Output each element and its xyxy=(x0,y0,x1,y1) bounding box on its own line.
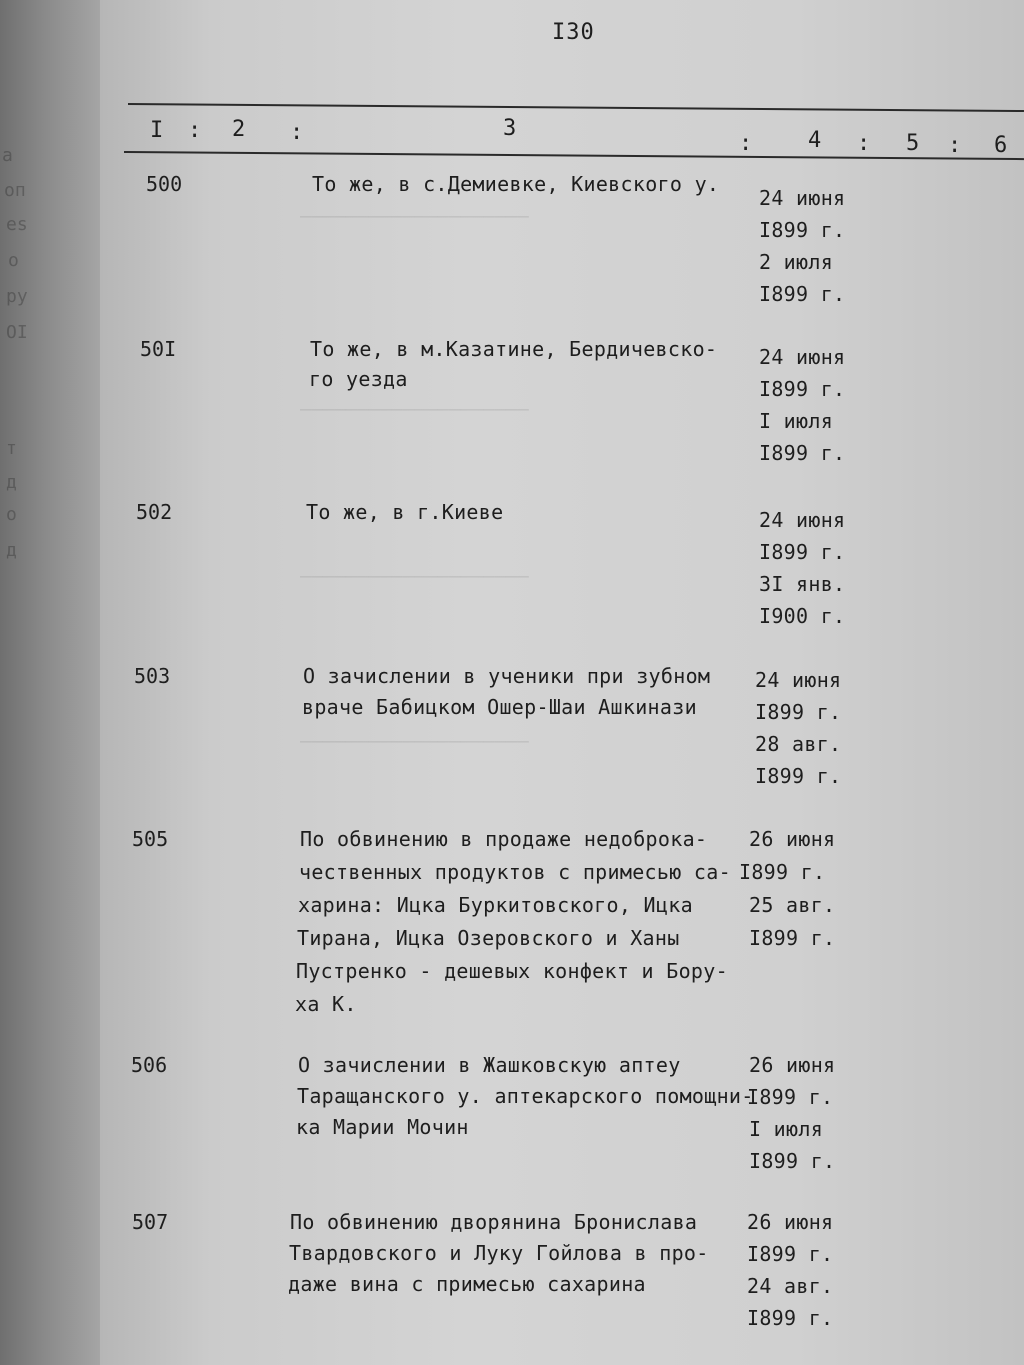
entry-date-line: 26 июня xyxy=(749,1053,836,1077)
bleed-through: ———————————————————— xyxy=(300,565,529,587)
entry-description-line: То же, в м.Казатине, Бердичевско- xyxy=(310,337,718,361)
entry-description-line: го уезда xyxy=(309,367,408,391)
entry-date-line: I899 г. xyxy=(747,1085,834,1109)
column-separator: : xyxy=(188,118,202,143)
column-separator: : xyxy=(857,131,871,156)
margin-mark: о xyxy=(6,504,17,525)
column-header-6: 6 xyxy=(994,133,1008,158)
entry-description-line: То же, в с.Демиевке, Киевского у. xyxy=(312,172,720,196)
entry-date-line: I899 г. xyxy=(759,282,846,306)
entry-description-line: По обвинению в продаже недоброка- xyxy=(300,827,708,851)
entry-number: 500 xyxy=(146,172,183,196)
entry-number: 50I xyxy=(140,337,177,361)
entry-date-line: 24 авг. xyxy=(747,1274,834,1298)
entry-date-line: I899 г. xyxy=(739,860,826,884)
entry-date-line: I899 г. xyxy=(747,1306,834,1330)
entry-description-line: Пустренко - дешевых конфект и Бору- xyxy=(296,959,728,983)
entry-date-line: I899 г. xyxy=(759,540,846,564)
bleed-through: ———————————————————— xyxy=(300,730,529,752)
entry-description-line: враче Бабицком Ошер-Шаи Ашкинази xyxy=(302,695,697,719)
entry-date-line: 25 авг. xyxy=(749,893,836,917)
entry-date-line: I900 г. xyxy=(759,604,846,628)
entry-date-line: I899 г. xyxy=(759,218,846,242)
column-header-1: I xyxy=(150,118,164,143)
margin-mark: т xyxy=(6,438,17,459)
margin-mark: OI xyxy=(6,322,28,343)
margin-mark: д xyxy=(6,472,17,493)
entry-description-line: О зачислении в Жашковскую аптеу xyxy=(298,1053,681,1077)
margin-mark: д xyxy=(6,540,17,561)
entry-date-line: I899 г. xyxy=(759,441,846,465)
entry-number: 507 xyxy=(132,1210,169,1234)
entry-date-line: I899 г. xyxy=(755,700,842,724)
entry-number: 503 xyxy=(134,664,171,688)
margin-mark: а xyxy=(2,145,13,166)
entry-description-line: харина: Ицка Буркитовского, Ицка xyxy=(298,893,693,917)
entry-date-line: 26 июня xyxy=(749,827,836,851)
margin-mark: es xyxy=(6,214,28,235)
column-header-2: 2 xyxy=(232,117,246,142)
entry-description-line: ха К. xyxy=(295,992,357,1016)
bleed-through: ———————————————————— xyxy=(300,398,529,420)
margin-mark: оп xyxy=(4,180,26,201)
margin-mark: ру xyxy=(6,286,28,307)
entry-date-line: I899 г. xyxy=(749,926,836,950)
entry-description-line: Твардовского и Луку Гойлова в про- xyxy=(289,1241,709,1265)
column-separator: : xyxy=(739,131,753,156)
entry-description-line: чественных продуктов с примесью са- xyxy=(299,860,731,884)
entry-date-line: 24 июня xyxy=(759,345,846,369)
column-header-5: 5 xyxy=(906,131,920,156)
entry-description-line: По обвинению дворянина Бронислава xyxy=(290,1210,698,1234)
column-separator: : xyxy=(948,133,962,158)
entry-date-line: 3I янв. xyxy=(759,572,846,596)
entry-date-line: 24 июня xyxy=(755,668,842,692)
entry-date-line: I899 г. xyxy=(755,764,842,788)
margin-mark: о xyxy=(8,250,19,271)
entry-date-line: 2 июля xyxy=(759,250,834,274)
entry-date-line: 26 июня xyxy=(747,1210,834,1234)
page-number: I30 xyxy=(552,20,595,45)
entry-number: 502 xyxy=(136,500,173,524)
entry-date-line: I899 г. xyxy=(747,1242,834,1266)
entry-number: 505 xyxy=(132,827,169,851)
entry-date-line: 24 июня xyxy=(759,508,846,532)
entry-date-line: I899 г. xyxy=(759,377,846,401)
entry-description-line: Тирана, Ицка Озеровского и Ханы xyxy=(297,926,680,950)
entry-date-line: 24 июня xyxy=(759,186,846,210)
column-header-4: 4 xyxy=(808,128,822,153)
entry-description-line: Таращанского у. аптекарского помощни- xyxy=(297,1084,754,1108)
entry-date-line: I июля xyxy=(749,1117,824,1141)
entry-date-line: 28 авг. xyxy=(755,732,842,756)
entry-number: 506 xyxy=(131,1053,168,1077)
entry-description-line: То же, в г.Киеве xyxy=(306,500,504,524)
column-separator: : xyxy=(290,120,304,145)
entry-date-line: I июля xyxy=(759,409,834,433)
entry-date-line: I899 г. xyxy=(749,1149,836,1173)
entry-description-line: О зачислении в ученики при зубном xyxy=(303,664,711,688)
entry-description-line: ка Марии Мочин xyxy=(296,1115,469,1139)
bleed-through: ———————————————————— xyxy=(300,205,529,227)
column-header-3: 3 xyxy=(503,116,517,141)
entry-description-line: даже вина с примесью сахарина xyxy=(288,1272,646,1296)
